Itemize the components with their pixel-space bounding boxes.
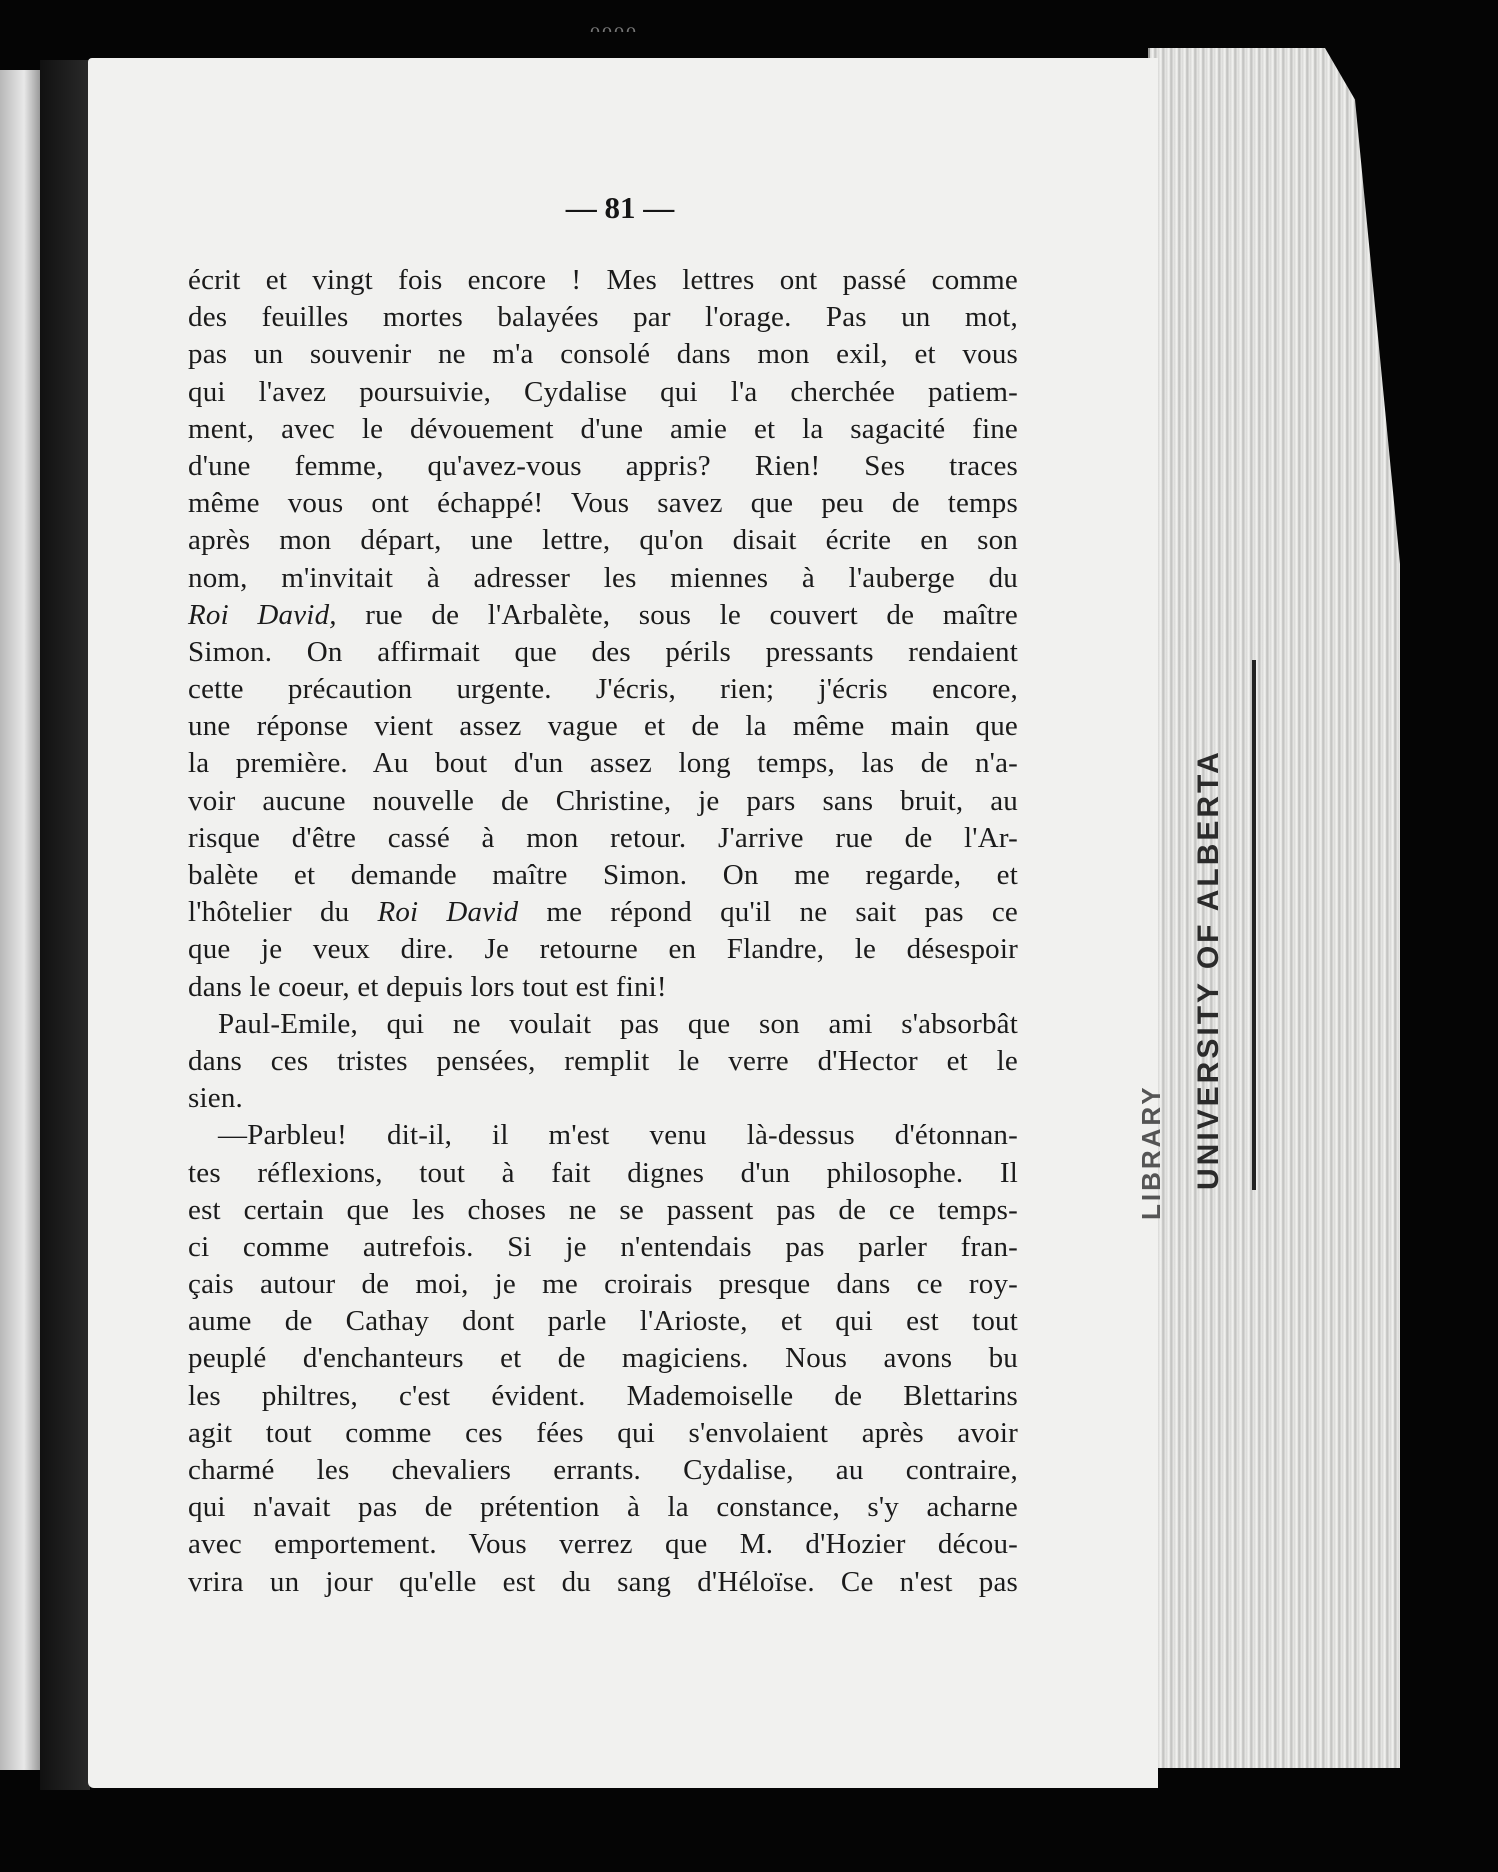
stamp-university-text: UNIVERSITY OF ALBERTA	[1192, 749, 1225, 1190]
text-line: çais autour de moi, je me croirais presque dans ce roy-	[188, 1268, 1018, 1301]
text-line: peuplé d'enchanteurs et de magiciens. Nous avons bu	[188, 1342, 1018, 1375]
text-line: écrit et vingt fois encore ! Mes lettres ont passé comme	[188, 264, 1018, 296]
text-line: même vous ont échappé! Vous savez que peu de temps	[188, 487, 1018, 520]
text-line: voir aucune nouvelle de Christine, je pars sans bruit, au	[188, 784, 1018, 817]
text-line: après mon départ, une lettre, qu'on disait écrite en son	[188, 524, 1018, 557]
italic-title: Roi David	[377, 896, 519, 929]
italic-title: Roi David,	[188, 598, 337, 631]
text-line: la première. Au bout d'un assez long temps, las de n'a-	[188, 747, 1018, 780]
text-line: nom, m'invitait à adresser les miennes à l'auberge du	[188, 561, 1018, 594]
book-gutter	[40, 60, 90, 1790]
top-scan-mark: ᴖᴖᴖᴖ	[590, 20, 638, 42]
text-line: aume de Cathay dont parle l'Arioste, et qui est tout	[188, 1305, 1018, 1338]
left-page-edge	[0, 70, 40, 1770]
text-line: que je veux dire. Je retourne en Flandre, le désespoir	[188, 933, 1018, 966]
text-line: ci comme autrefois. Si je n'entendais pas parler fran-	[188, 1230, 1018, 1263]
text-line: balète et demande maître Simon. On me regarde, et	[188, 859, 1018, 891]
text-line: les philtres, c'est évident. Mademoiselle de Blettarins	[188, 1379, 1018, 1412]
text-line: qui l'avez poursuivie, Cydalise qui l'a cherchée patiem-	[188, 375, 1018, 408]
text-line: sien.	[188, 1082, 243, 1115]
text-line: charmé les chevaliers errants. Cydalise, au contraire,	[188, 1454, 1018, 1486]
text-line: est certain que les choses ne se passent pas de ce temps-	[188, 1193, 1018, 1226]
text-line: agit tout comme ces fées qui s'envolaient après avoir	[188, 1416, 1018, 1449]
text-line	[188, 894, 1018, 931]
text-line: pas un souvenir ne m'a consolé dans mon exil, et vous	[188, 338, 1018, 371]
text-line: des feuilles mortes balayées par l'orage. Pas un mot,	[188, 301, 1018, 334]
text-line: risque d'être cassé à mon retour. J'arrive rue de l'Ar-	[188, 821, 1018, 854]
stamp-library-text: LIBRARY	[1136, 1084, 1166, 1220]
text-line	[188, 597, 1018, 634]
text-line: ment, avec le dévouement d'une amie et la sagacité fine	[188, 412, 1018, 445]
page-text	[188, 262, 1018, 1601]
text-line: —Parbleu! dit-il, il m'est venu là-dessus d'étonnan-	[218, 1119, 1018, 1152]
text-line: vrira un jour qu'elle est du sang d'Héloïse. Ce n'est pas	[188, 1565, 1018, 1598]
text-line: Simon. On affirmait que des périls pressants rendaient	[188, 635, 1018, 668]
text-line: Paul-Emile, qui ne voulait pas que son ami s'absorbât	[218, 1007, 1018, 1040]
text-segment: me répond qu'il ne sait pas ce	[518, 896, 1018, 929]
text-line: d'une femme, qu'avez-vous appris? Rien! Ses traces	[188, 449, 1018, 482]
text-line: cette précaution urgente. J'écris, rien; j'écris encore,	[188, 673, 1018, 706]
text-line: tes réflexions, tout à fait dignes d'un philosophe. Il	[188, 1156, 1018, 1189]
text-line: une réponse vient assez vague et de la même main que	[188, 710, 1018, 743]
text-line: dans le coeur, et depuis lors tout est fini!	[188, 970, 667, 1003]
text-line: qui n'avait pas de prétention à la constance, s'y acharne	[188, 1491, 1018, 1524]
text-segment: rue de l'Arbalète, sous le couvert de maître	[336, 598, 1018, 631]
library-stamp	[1122, 660, 1262, 1220]
text-segment: l'hôtelier du	[188, 896, 378, 929]
text-line: avec emportement. Vous verrez que M. d'Hozier décou-	[188, 1528, 1018, 1561]
page-number: — 81 —	[565, 190, 675, 225]
text-line: dans ces tristes pensées, remplit le verre d'Hector et le	[188, 1044, 1018, 1077]
